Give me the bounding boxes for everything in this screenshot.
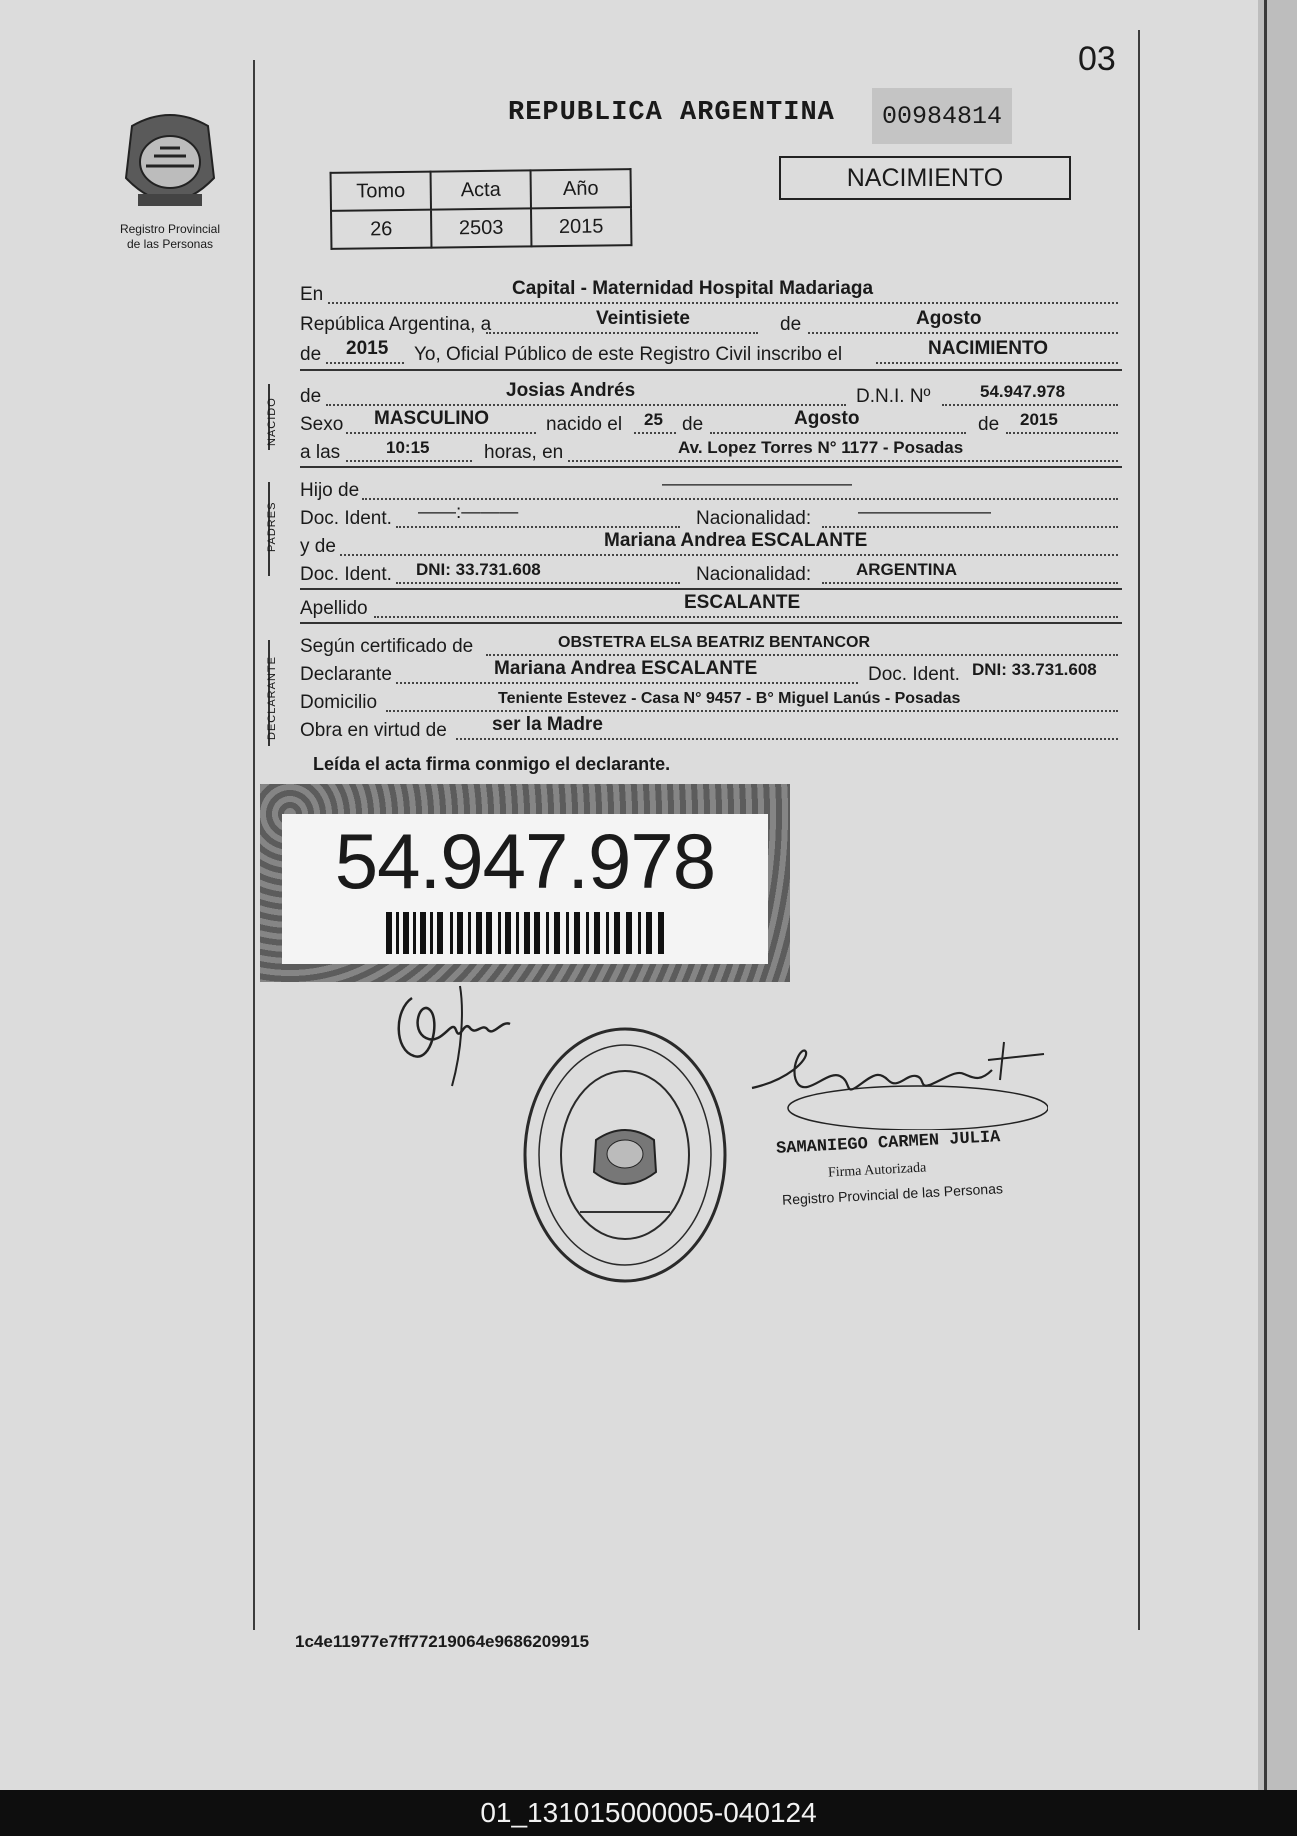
dni-sticker [260, 784, 790, 982]
col-header-acta: Acta [431, 170, 531, 209]
declarant-name: Mariana Andrea ESCALANTE [494, 658, 758, 679]
file-id-bar [0, 1790, 1297, 1836]
act-type-box: NACIMIENTO [779, 156, 1071, 200]
acta-value: 2503 [431, 208, 531, 247]
row-sex-birth: Sexo MASCULINO nacido el 25 de Agosto de 2015 [300, 408, 1120, 438]
row-mother-doc: Doc. Ident. DNI: 33.731.608 Nacionalidad: ARGENTINA [300, 558, 1120, 588]
barcode [386, 912, 668, 954]
sex-value: MASCULINO [374, 408, 490, 429]
place-value: Capital - Maternidad Hospital Madariaga [512, 278, 874, 299]
registry-caption: Registro Provincial de las Personas [119, 222, 221, 251]
row-address: Domicilio Teniente Estevez - Casa N° 9457 - B° Miguel Lanús - Posadas [300, 686, 1120, 716]
row-certificate: Según certificado de OBSTETRA ELSA BEATRIZ BENTANCOR [300, 630, 1120, 660]
certificate-value: OBSTETRA ELSA BEATRIZ BENTANCOR [558, 634, 870, 651]
child-name: Josias Andrés [506, 380, 636, 401]
declarant-signature [390, 980, 520, 1090]
declarant-doc: DNI: 33.731.608 [972, 660, 1097, 679]
row-child-name: de Josias Andrés D.N.I. Nº 54.947.978 [300, 380, 1120, 410]
sheet-edge [1258, 0, 1297, 1790]
row-place: En Capital - Maternidad Hospital Madariaga [300, 278, 1120, 308]
birth-time: 10:15 [386, 438, 430, 457]
col-header-anio: Año [531, 169, 631, 208]
father-name: —————————— [662, 474, 852, 495]
row-surname: Apellido ESCALANTE [300, 592, 1120, 622]
birth-month: Agosto [794, 408, 860, 429]
serial-number: 00984814 [872, 88, 1012, 144]
day-words: Veintisiete [596, 308, 690, 329]
side-label-declarante: DECLARANTE [266, 656, 278, 740]
row-father: Hijo de —————————— [300, 474, 1120, 504]
row-reason: Obra en virtud de ser la Madre [300, 714, 1120, 744]
birth-year: 2015 [1020, 410, 1058, 429]
birth-day: 25 [644, 410, 663, 429]
father-nationality: ——————— [858, 502, 991, 523]
month-value: Agosto [916, 308, 982, 329]
mother-name: Mariana Andrea ESCALANTE [604, 530, 868, 551]
left-margin-line [253, 60, 255, 1630]
official-stamp-name: SAMANIEGO CARMEN JULIA [775, 1128, 1001, 1159]
dni-sticker-number: 54.947.978 [334, 817, 716, 905]
act-value: NACIMIENTO [928, 338, 1048, 359]
registry-seal [520, 1022, 730, 1288]
surname-value: ESCALANTE [684, 592, 801, 613]
row-father-doc: Doc. Ident. ——:——— Nacionalidad: ——————— [300, 502, 1120, 532]
country-title: REPUBLICA ARGENTINA [508, 98, 835, 128]
birth-place: Av. Lopez Torres N° 1177 - Posadas [678, 438, 964, 457]
father-doc: ——:——— [418, 502, 519, 523]
side-label-nacido: NACIDO [266, 397, 278, 446]
read-statement: Leída el acta firma conmigo el declarante. [313, 754, 671, 774]
side-label-padres: PADRES [266, 501, 278, 552]
year-value: 2015 [346, 338, 389, 359]
book-table [330, 168, 633, 250]
reason-value: ser la Madre [492, 714, 603, 735]
document-hash: 1c4e11977e7ff77219064e9686209915 [295, 1632, 590, 1651]
mother-doc: DNI: 33.731.608 [416, 560, 541, 579]
misiones-coat-of-arms [118, 108, 222, 216]
tomo-value: 26 [331, 210, 431, 249]
anio-value: 2015 [531, 207, 631, 246]
row-mother: y de Mariana Andrea ESCALANTE [300, 530, 1120, 560]
section-rule [300, 369, 1122, 371]
page-number: 03 [1078, 40, 1116, 78]
row-date: República Argentina, a Veintisiete de Agosto [300, 308, 1120, 338]
child-dni: 54.947.978 [980, 382, 1066, 401]
row-declarant: Declarante Mariana Andrea ESCALANTE Doc. Ident. DNI: 33.731.608 [300, 658, 1097, 685]
official-stamp-org: Registro Provincial de las Personas [781, 1180, 1004, 1208]
right-margin-line [1138, 30, 1140, 1630]
row-year: de 2015 Yo, Oficial Público de este Registro Civil inscribo el NACIMIENTO [300, 338, 1120, 368]
col-header-tomo: Tomo [331, 172, 431, 211]
address-value: Teniente Estevez - Casa N° 9457 - B° Miguel Lanús - Posadas [498, 690, 961, 707]
official-signature [748, 1040, 1048, 1130]
official-stamp-role: Firma Autorizada [827, 1160, 927, 1181]
mother-nationality: ARGENTINA [856, 560, 958, 579]
row-time-place: a las 10:15 horas, en Av. Lopez Torres N° 1177 - Posadas [300, 436, 1120, 466]
file-id: 01_131015000005-040124 [480, 1797, 817, 1828]
